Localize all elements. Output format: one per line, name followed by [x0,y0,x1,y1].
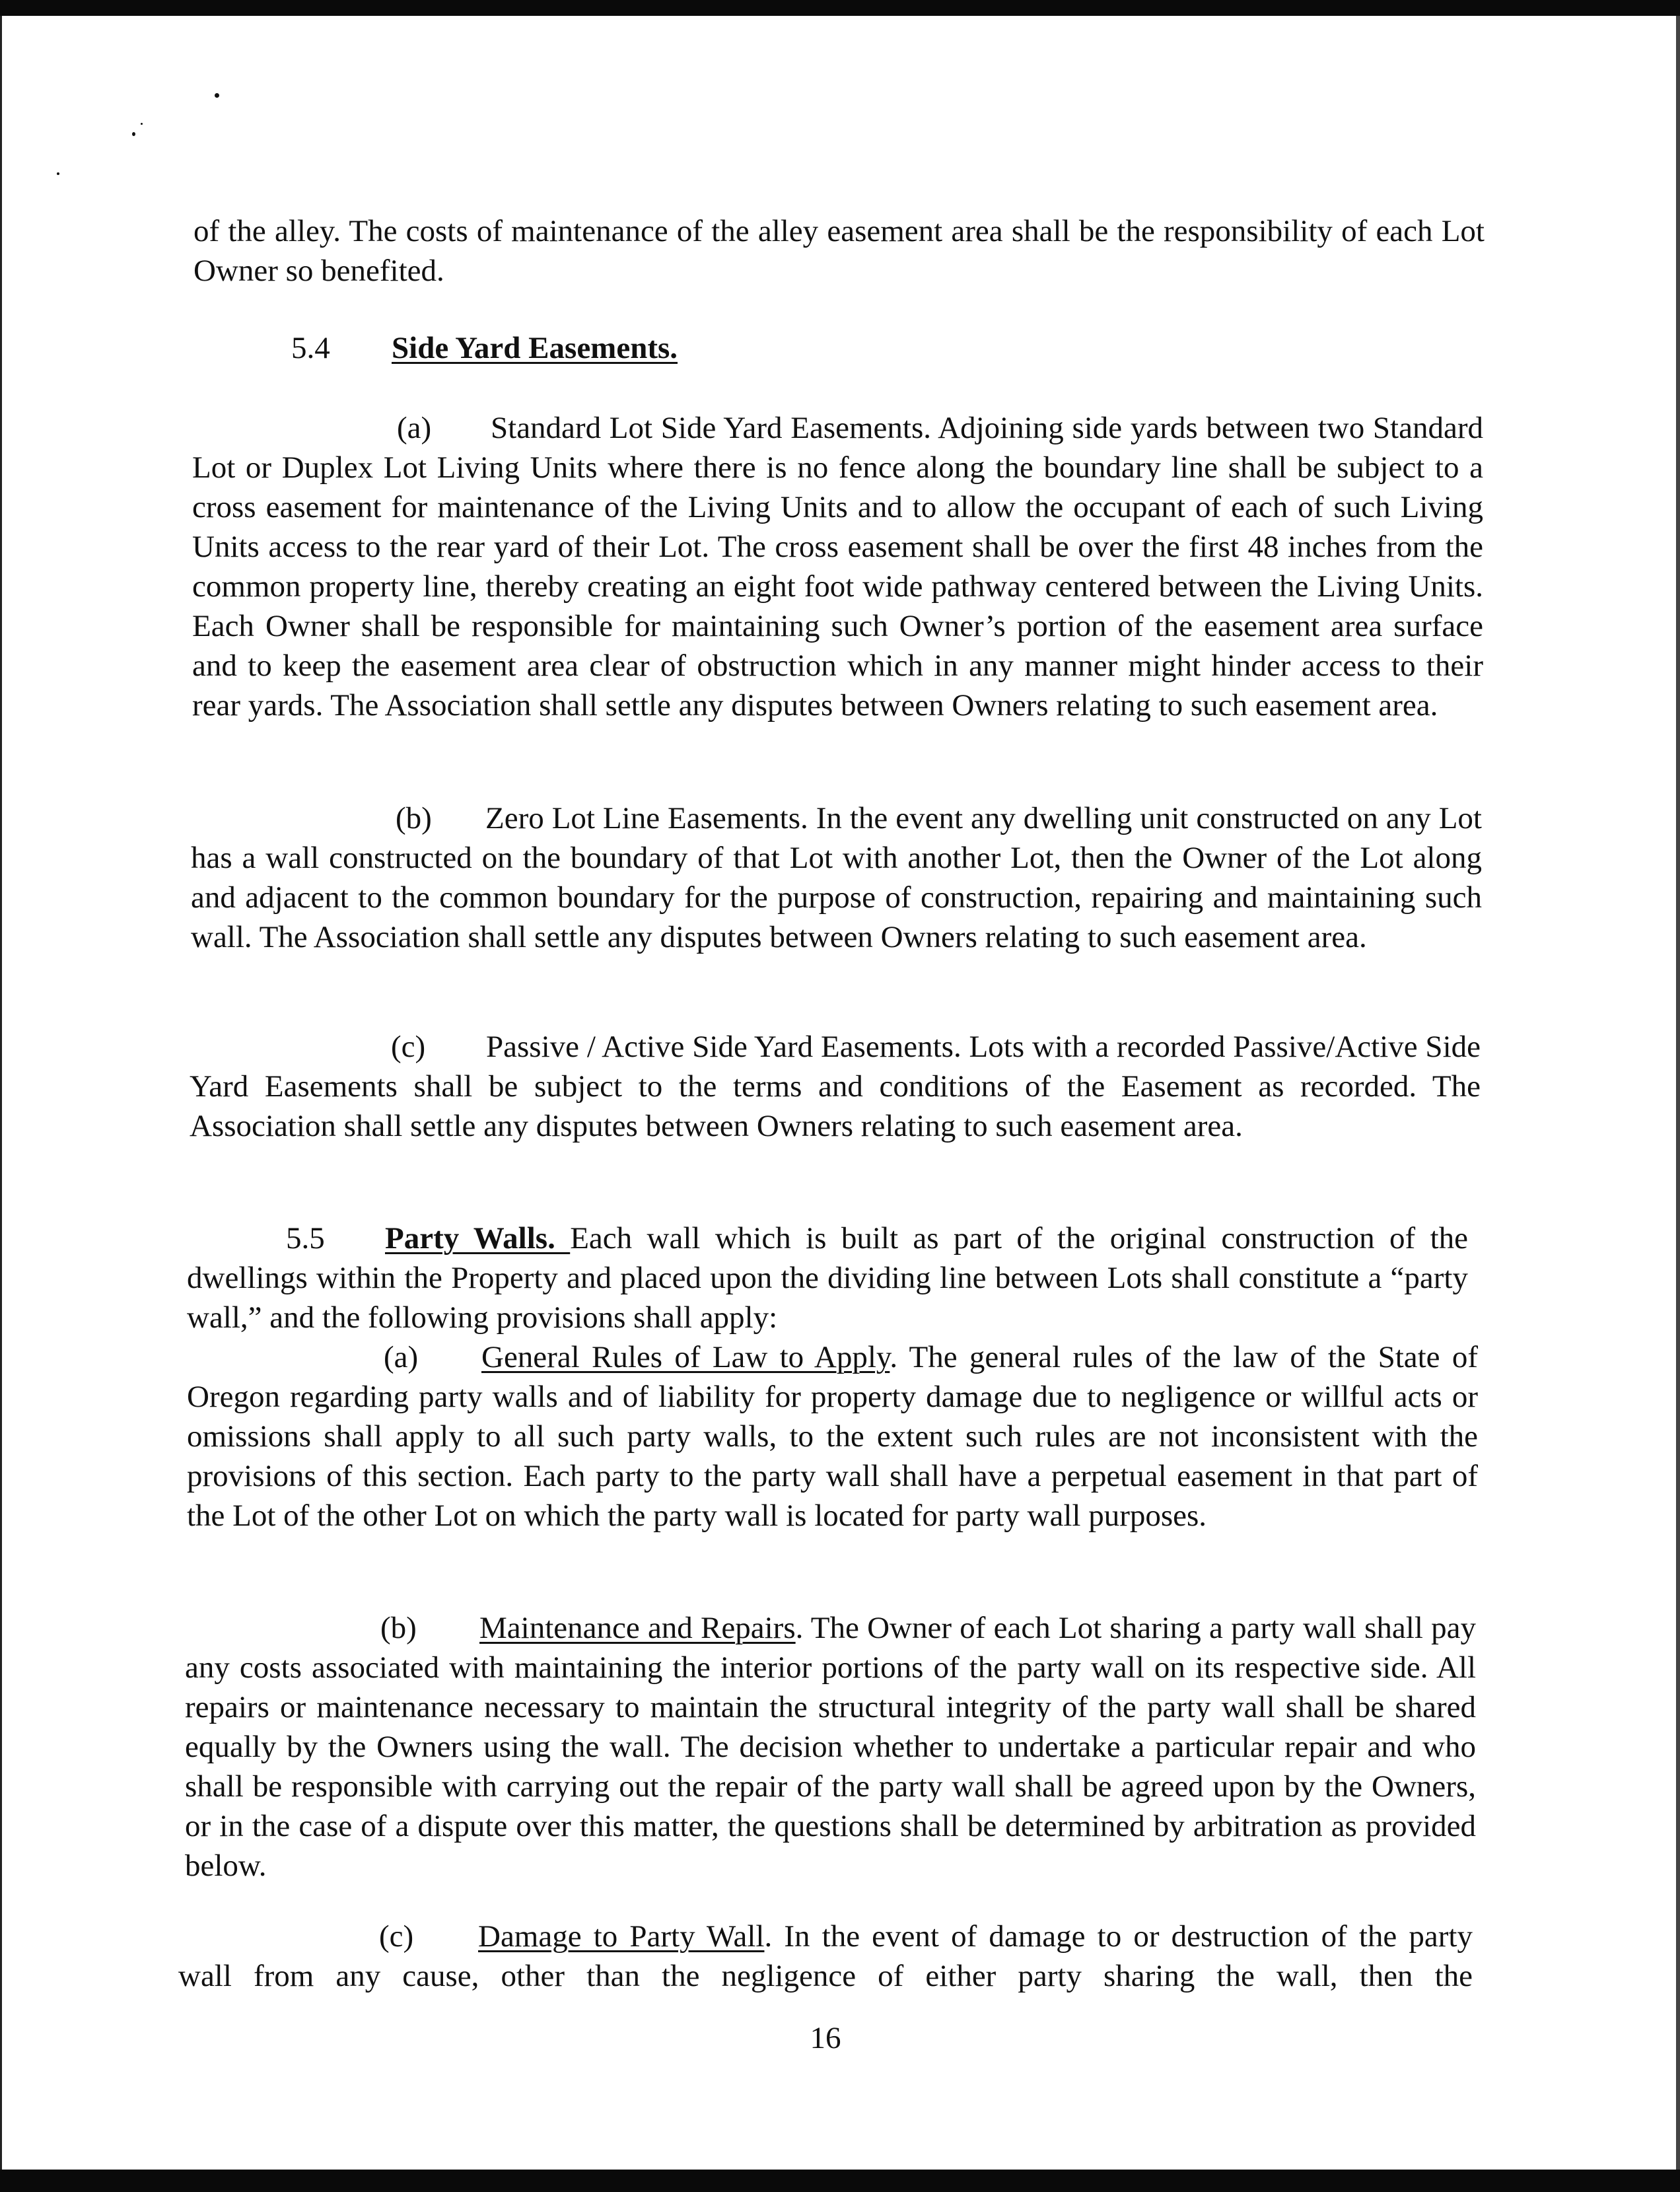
subsection-label: (a) [384,1340,419,1374]
subsection-text: . The general rules of the law of the State of Oregon regarding party walls and of liability for property damage due to negligence or willful acts or omissions shall apply to all such party walls, to the extent such rules are not inconsistent with the provisions of this section. Each party to the party wall shall have a perpetual easement in that part of the Lot of the other Lot on which the party wall is located for party wall purposes. [187,1340,1478,1533]
subsection-5-5-c [178,1917,1473,1996]
section-number: 5.5 [286,1221,325,1255]
subsection-label: (c) [379,1919,414,1954]
subsection-label: (a) [397,411,432,445]
scan-speck [215,93,219,98]
subsection-text: . The Owner of each Lot sharing a party wall shall pay any costs associated with maintaining the interior portions of the party wall on its respective side. All repairs or maintenance necessary to maintain the structural integrity of the party wall shall be shared equally by the Owners using the wall. The decision whether to undertake a particular repair and who shall be responsible with carrying out the repair of the party wall shall be agreed upon by the Owners, or in the case of a dispute over this matter, the questions shall be determined by arbitration as provided below. [185,1611,1476,1883]
page-number: 16 [810,2021,841,2055]
subsection-5-4-a [192,408,1483,725]
section-number: 5.4 [291,331,330,365]
scan-border-right [1676,16,1680,2170]
section-title: Party Walls. [385,1221,571,1255]
section-heading-5-4 [291,328,678,368]
subsection-label: (b) [396,801,432,835]
scan-border-bottom [0,2170,1680,2192]
section-5-5 [187,1219,1468,1337]
section-title: Side Yard Easements. [392,331,678,365]
subsection-text: Passive / Active Side Yard Easements. Lots with a recorded Passive/Active Side Yard Easements shall be subject to the terms and conditions of the Easement as recorded. The Association shall settle any disputes between Owners relating to such easement area. [190,1030,1481,1143]
subsection-5-5-b [185,1608,1476,1886]
subsection-title: General Rules of Law to Apply [481,1340,890,1374]
subsection-5-5-a [187,1337,1478,1536]
paragraph-continuation: of the alley. The costs of maintenance of the alley easement area shall be the responsibility of each Lot Owner so benefited. [193,214,1485,288]
scan-border-left [0,16,2,2170]
subsection-5-4-c [190,1027,1481,1146]
subsection-text: . In the event of damage to or destruction of the party wall from any cause, other than the negligence of either party sharing the wall, then the [178,1919,1473,1993]
subsection-label: (c) [391,1030,426,1064]
subsection-text: Zero Lot Line Easements. In the event any dwelling unit constructed on any Lot has a wall constructed on the boundary of that Lot with another Lot, then the Owner of the Lot along and adjacent to the common boundary for the purpose of construction, repairing and maintaining such wall. The Association shall settle any disputes between Owners relating to such easement area. [191,801,1482,954]
subsection-5-4-b [191,798,1482,957]
scan-border-top [0,0,1680,16]
subsection-title: Maintenance and Repairs [479,1611,796,1645]
scan-speck [57,172,59,175]
scan-speck [141,123,143,125]
scan-speck [132,132,135,136]
subsection-label: (b) [380,1611,417,1645]
subsection-text: Standard Lot Side Yard Easements. Adjoining side yards between two Standard Lot or Duplex Lot Living Units where there is no fence along the boundary line shall be subject to a cross easement for maintenance of the Living Units and to allow the occupant of each of such Living Units access to the rear yard of their Lot. The cross easement shall be over the first 48 inches from the common property line, thereby creating an eight foot wide pathway centered between the Living Units. Each Owner shall be responsible for maintaining such Owner’s portion of the easement area surface and to keep the easement area clear of obstruction which in any manner might hinder access to their rear yards. The Association shall settle any disputes between Owners relating to such easement area. [192,411,1483,723]
subsection-title: Damage to Party Wall [478,1919,765,1954]
section-text: Each wall which is built as part of the original construction of the dwellings within the Property and placed upon the dividing line between Lots shall constitute a “party wall,” and the following provisions shall apply: [187,1221,1469,1335]
